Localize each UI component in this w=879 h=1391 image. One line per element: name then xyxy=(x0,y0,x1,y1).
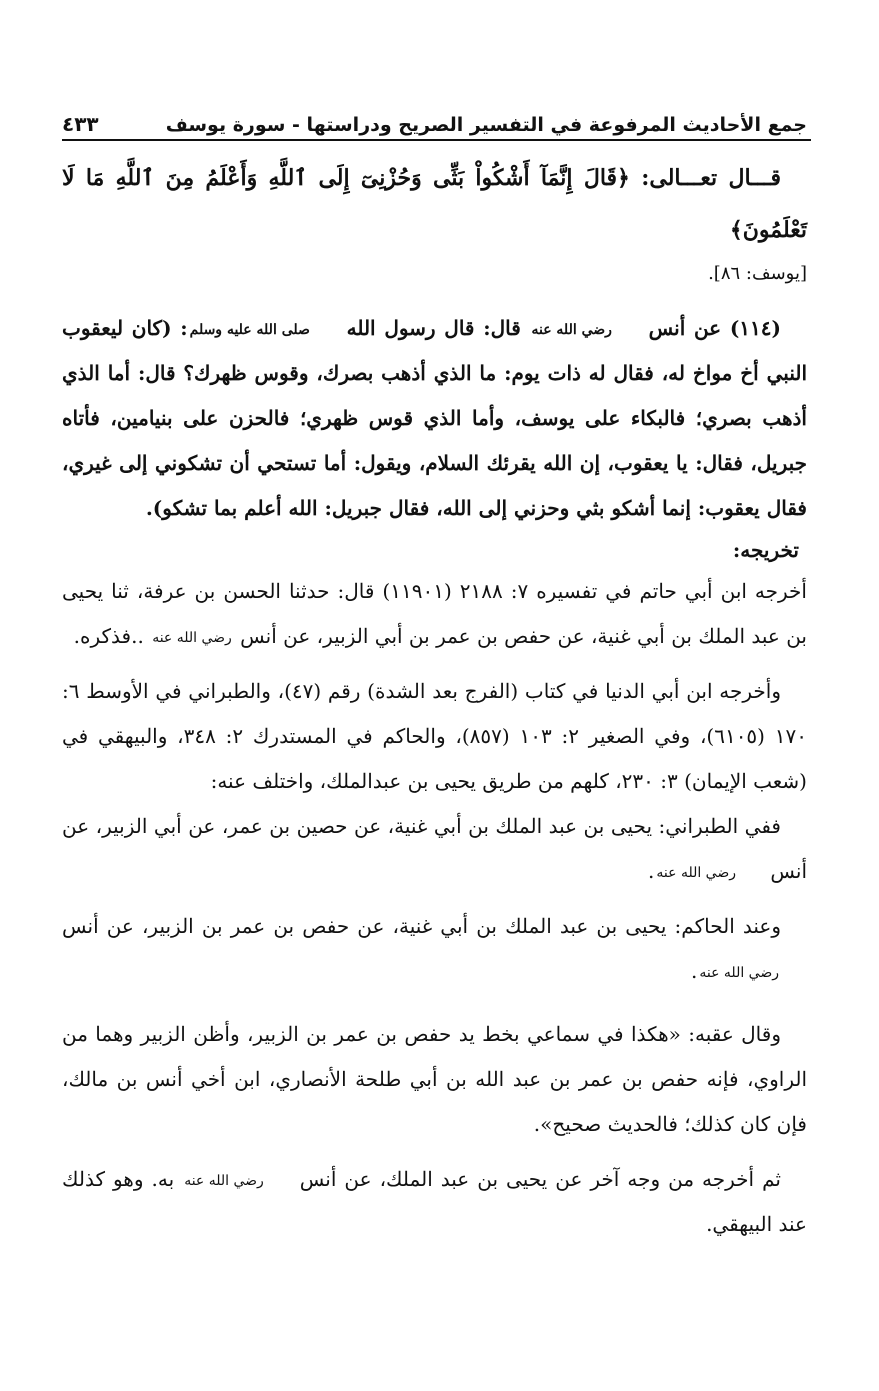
honorific-anas: رضي الله عنه xyxy=(699,964,779,981)
hadith-matn: : (كان ليعقوب النبي أخ مواخ له، فقال له ذات يوم: ما الذي أذهب بصرك، وقوس ظهرك؟ قال: أما الذي أذهب بصري؛ فالبكاء على يوسف، وأما الذي قوس ظهري؛ فالحزن على بنيامين، فأتاه جبريل، فقال: يا يعقوب، إن الله يقرئك السلام، ويقول: أما تستحي أن تشكوني إلى غيري، فقال يعقوب: إنما أشكو بثي وحزني إلى الله، فقال جبريل: الله أعلم بما تشكو). xyxy=(62,316,807,520)
takhrij-paragraph-5: وقال عقبه: «هكذا في سماعي بخط يد حفص بن عمر بن الزبير، وأظن الزبير وهما من الراوي، فإنه حفص بن عمر بن عبد الله بن أبي طلحة الأنصاري، ابن أخي أنس بن مالك، فإن كان كذلك؛ فالحديث صحيح». xyxy=(62,1022,807,1136)
takhrij-p4-text: وعند الحاكم: يحيى بن عبد الملك بن أبي غنية، عن حفص بن عمر بن الزبير، عن أنس xyxy=(62,914,781,938)
takhrij-heading: تخريجه: xyxy=(732,538,799,562)
honorific-anas: رضي الله عنه xyxy=(656,864,737,881)
takhrij-paragraph-4 xyxy=(62,904,807,994)
takhrij-p6-text: ثم أخرجه من وجه آخر عن يحيى بن عبد الملك، عن أنس xyxy=(291,1167,781,1191)
quran-verse xyxy=(62,152,807,256)
page-body xyxy=(62,150,807,1247)
takhrij-p1-text: أخرجه ابن أبي حاتم في تفسيره ٧: ٢١٨٨ (١١٩٠١) قال: حدثنا الحسن بن عرفة، ثنا يحيى بن عبد الملك بن أبي غنية، عن حفص بن عمر بن أبي الزبير، عن أنس xyxy=(62,579,807,648)
page-number: ٤٣٣ xyxy=(62,112,99,136)
verse-reference: [يوسف: ٨٦]. xyxy=(708,263,807,284)
takhrij-paragraph-1 xyxy=(62,569,807,659)
running-title: جمع الأحاديث المرفوعة في التفسير الصريح ودراستها - سورة يوسف xyxy=(165,114,807,136)
honorific-anas: رضي الله عنه xyxy=(184,1172,264,1189)
hadith-attribution: قال: قال رسول الله xyxy=(337,316,530,340)
takhrij-p4-end: . xyxy=(691,959,698,983)
takhrij-p3-text: ففي الطبراني: يحيى بن عبد الملك بن أبي غنية، عن حصين بن عمر، عن أبي الزبير، عن أنس xyxy=(62,814,807,883)
honorific-anas: رضي الله عنه xyxy=(531,321,612,338)
takhrij-p1-end: ..فذكره. xyxy=(73,624,151,648)
header-divider xyxy=(62,139,811,141)
takhrij-paragraph-2: وأخرجه ابن أبي الدنيا في كتاب (الفرج بعد الشدة) رقم (٤٧)، والطبراني في الأوسط ٦: ١٧٠ (٦١٠٥)، وفي الصغير ٢: ١٠٣ (٨٥٧)، والحاكم في المستدرك ٢: ٣٤٨، والبيهقي في (شعب الإيمان) ٣: ٢٣٠، كلهم من طريق يحيى بن عبدالملك، واختلف عنه: xyxy=(62,679,807,793)
takhrij-paragraph-6 xyxy=(62,1157,807,1247)
honorific-anas: رضي الله عنه xyxy=(152,629,232,646)
honorific-prophet: صلى الله عليه وسلم xyxy=(189,321,310,338)
takhrij-p6-end: به. وهو كذلك عند البيهقي. xyxy=(62,1167,807,1236)
hadith-number-narrator: (١١٤) عن أنس xyxy=(639,316,781,340)
takhrij-paragraph-3 xyxy=(62,804,807,894)
verse-intro: قـــال تعـــالى: xyxy=(629,165,782,191)
page-header xyxy=(62,102,807,136)
takhrij-p3-end: . xyxy=(648,859,655,883)
verse-text: ﴿قَالَ إِنَّمَآ أَشْكُواْ بَثِّى وَحُزْنِىٓ إِلَى ٱللَّهِ وَأَعْلَمُ مِنَ ٱللَّهِ مَا لَا تَعْلَمُونَ﴾ xyxy=(62,165,807,243)
hadith-text xyxy=(62,306,807,531)
